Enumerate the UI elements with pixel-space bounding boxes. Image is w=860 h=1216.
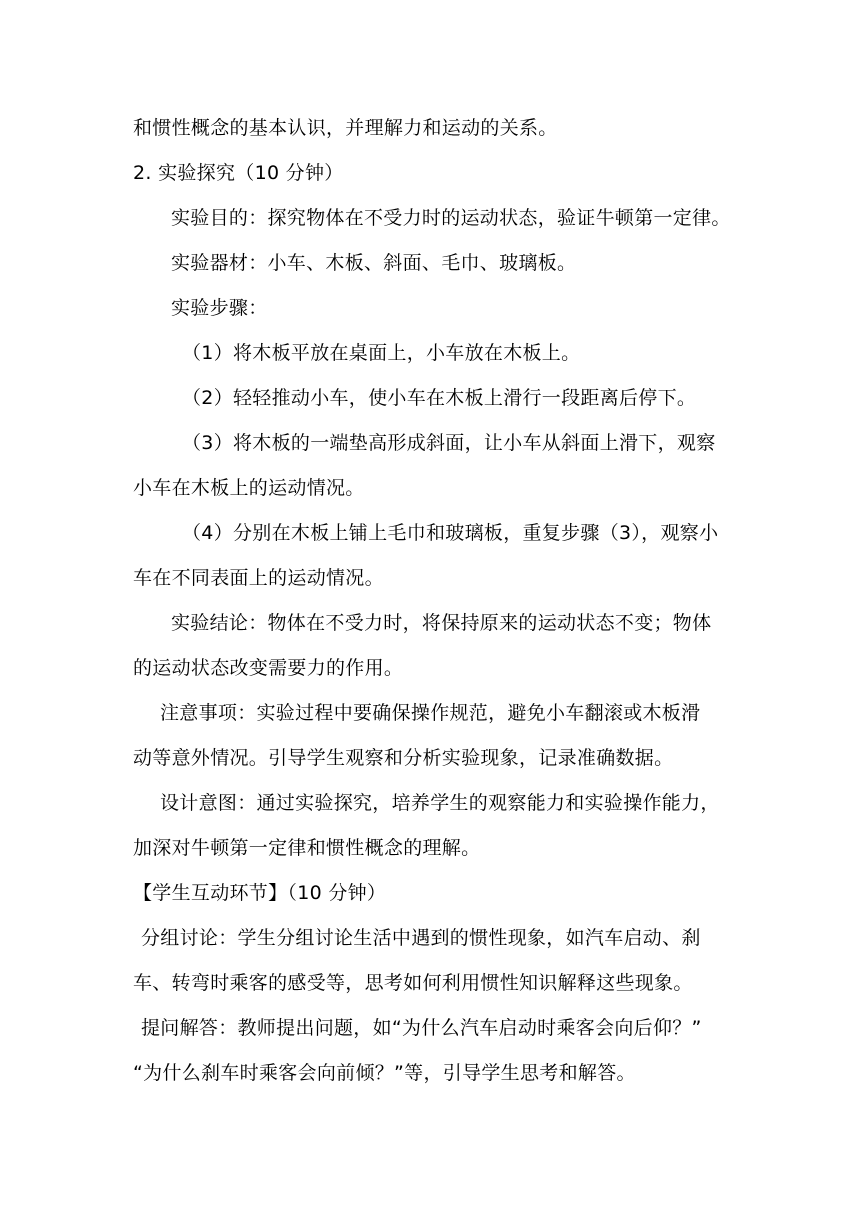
text-line: 设计意图：通过实验探究，培养学生的观察能力和实验操作能力， (160, 792, 720, 814)
text-line: 实验结论：物体在不受力时，将保持原来的运动状态不变；物体 (171, 612, 712, 634)
section-heading: 【学生互动环节】（10 分钟） (133, 882, 387, 904)
text-line: 实验目的：探究物体在不受力时的运动状态，验证牛顿第一定律。 (171, 207, 731, 229)
text-line: “为什么刹车时乘客会向前倾？”等，引导学生思考和解答。 (133, 1062, 636, 1084)
text-line: 分组讨论：学生分组讨论生活中遇到的惯性现象，如汽车启动、刹 (141, 927, 701, 949)
section-heading: 2. 实验探究（10 分钟） (133, 162, 344, 184)
text-line: 注意事项：实验过程中要确保操作规范，避免小车翻滚或木板滑 (160, 702, 701, 724)
text-line: （4）分别在木板上铺上毛巾和玻璃板，重复步骤（3），观察小 (182, 522, 719, 544)
text-line: （2）轻轻推动小车，使小车在木板上滑行一段距离后停下。 (182, 387, 697, 409)
text-line: 实验步骤： (171, 297, 268, 319)
text-line: （3）将木板的一端垫高形成斜面，让小车从斜面上滑下，观察 (182, 432, 716, 454)
text-line: 实验器材：小车、木板、斜面、毛巾、玻璃板。 (171, 252, 577, 274)
text-line: 车在不同表面上的运动情况。 (133, 567, 384, 589)
text-line: 动等意外情况。引导学生观察和分析实验现象，记录准确数据。 (133, 747, 674, 769)
text-line: 提问解答：教师提出问题，如“为什么汽车启动时乘客会向后仰？” (141, 1017, 702, 1039)
text-line: 和惯性概念的基本认识，并理解力和运动的关系。 (133, 117, 558, 139)
text-line: 的运动状态改变需要力的作用。 (133, 657, 404, 679)
text-line: 车、转弯时乘客的感受等，思考如何利用惯性知识解释这些现象。 (133, 972, 693, 994)
text-line: 加深对牛顿第一定律和惯性概念的理解。 (133, 837, 481, 859)
text-line: 小车在木板上的运动情况。 (133, 477, 365, 499)
text-line: （1）将木板平放在桌面上，小车放在木板上。 (182, 342, 581, 364)
